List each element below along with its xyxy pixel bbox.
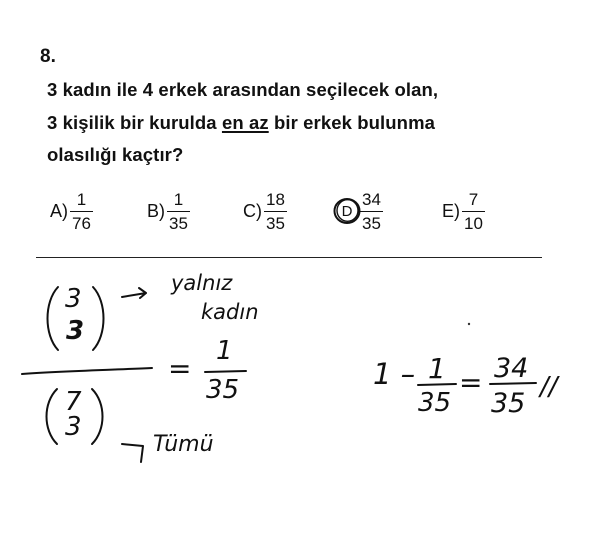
main-fraction-bar: [22, 368, 152, 374]
question-line-2-start: 3 kişilik bir kurulda: [47, 112, 222, 133]
bottom-binom-left-paren: [47, 389, 58, 444]
option-d-numerator: 34: [362, 189, 381, 209]
underlined-en-az: en az: [221, 112, 269, 133]
question-line-1: 3 kadın ile 4 erkek arasından seçilecek olan,: [47, 79, 439, 100]
option-b-numerator: 1: [173, 189, 184, 209]
result-denominator: 35: [206, 375, 240, 405]
final-denominator: 35: [491, 388, 526, 419]
option-c-label: C): [243, 200, 262, 221]
question-line-2-end: bir erkek bulunma: [268, 112, 436, 133]
question-line-3: olasılığı kaçtır?: [47, 144, 184, 165]
option-a-label: A): [50, 200, 68, 221]
option-c-denominator: 35: [266, 213, 285, 233]
option-a-denominator: 76: [72, 213, 91, 233]
top-binom-right-paren: [93, 287, 104, 350]
equals-sign: =: [168, 352, 192, 385]
option-e-numerator: 7: [468, 189, 479, 209]
result-fraction-bar: [205, 371, 246, 372]
bottom-binom-n: 7: [65, 387, 82, 417]
option-b-label: B): [147, 200, 165, 221]
final-one-minus: 1 –: [373, 357, 416, 391]
option-c-numerator: 18: [266, 189, 285, 209]
option-b-denominator: 35: [169, 213, 188, 233]
final-mid-numerator: 1: [428, 352, 446, 385]
final-numerator: 34: [494, 353, 529, 384]
option-a-numerator: 1: [76, 189, 87, 209]
note-tumu: Tümü: [153, 432, 214, 457]
arrow-to-note-icon: [122, 288, 146, 298]
bottom-binom-k: 3: [65, 412, 82, 442]
final-equals: =: [459, 366, 483, 399]
note-kadin: kadın: [201, 300, 259, 324]
result-numerator: 1: [216, 336, 233, 366]
final-mid-denominator: 35: [418, 388, 452, 418]
question-number: 8.: [40, 46, 56, 67]
top-binom-k: 3: [66, 316, 85, 346]
option-d-denominator: 35: [362, 213, 381, 233]
final-mark: //: [540, 372, 558, 402]
bottom-binom-right-paren: [92, 389, 103, 444]
option-e-label: E): [442, 200, 460, 221]
option-e-denominator: 10: [464, 213, 483, 233]
note-yalniz: yalnız: [171, 271, 233, 295]
top-binom-left-paren: [48, 287, 59, 350]
top-binom-n: 3: [65, 284, 82, 314]
option-d-label: D: [341, 202, 353, 220]
arrow-to-tumu-icon: [122, 444, 143, 462]
stray-dot: [468, 323, 470, 325]
